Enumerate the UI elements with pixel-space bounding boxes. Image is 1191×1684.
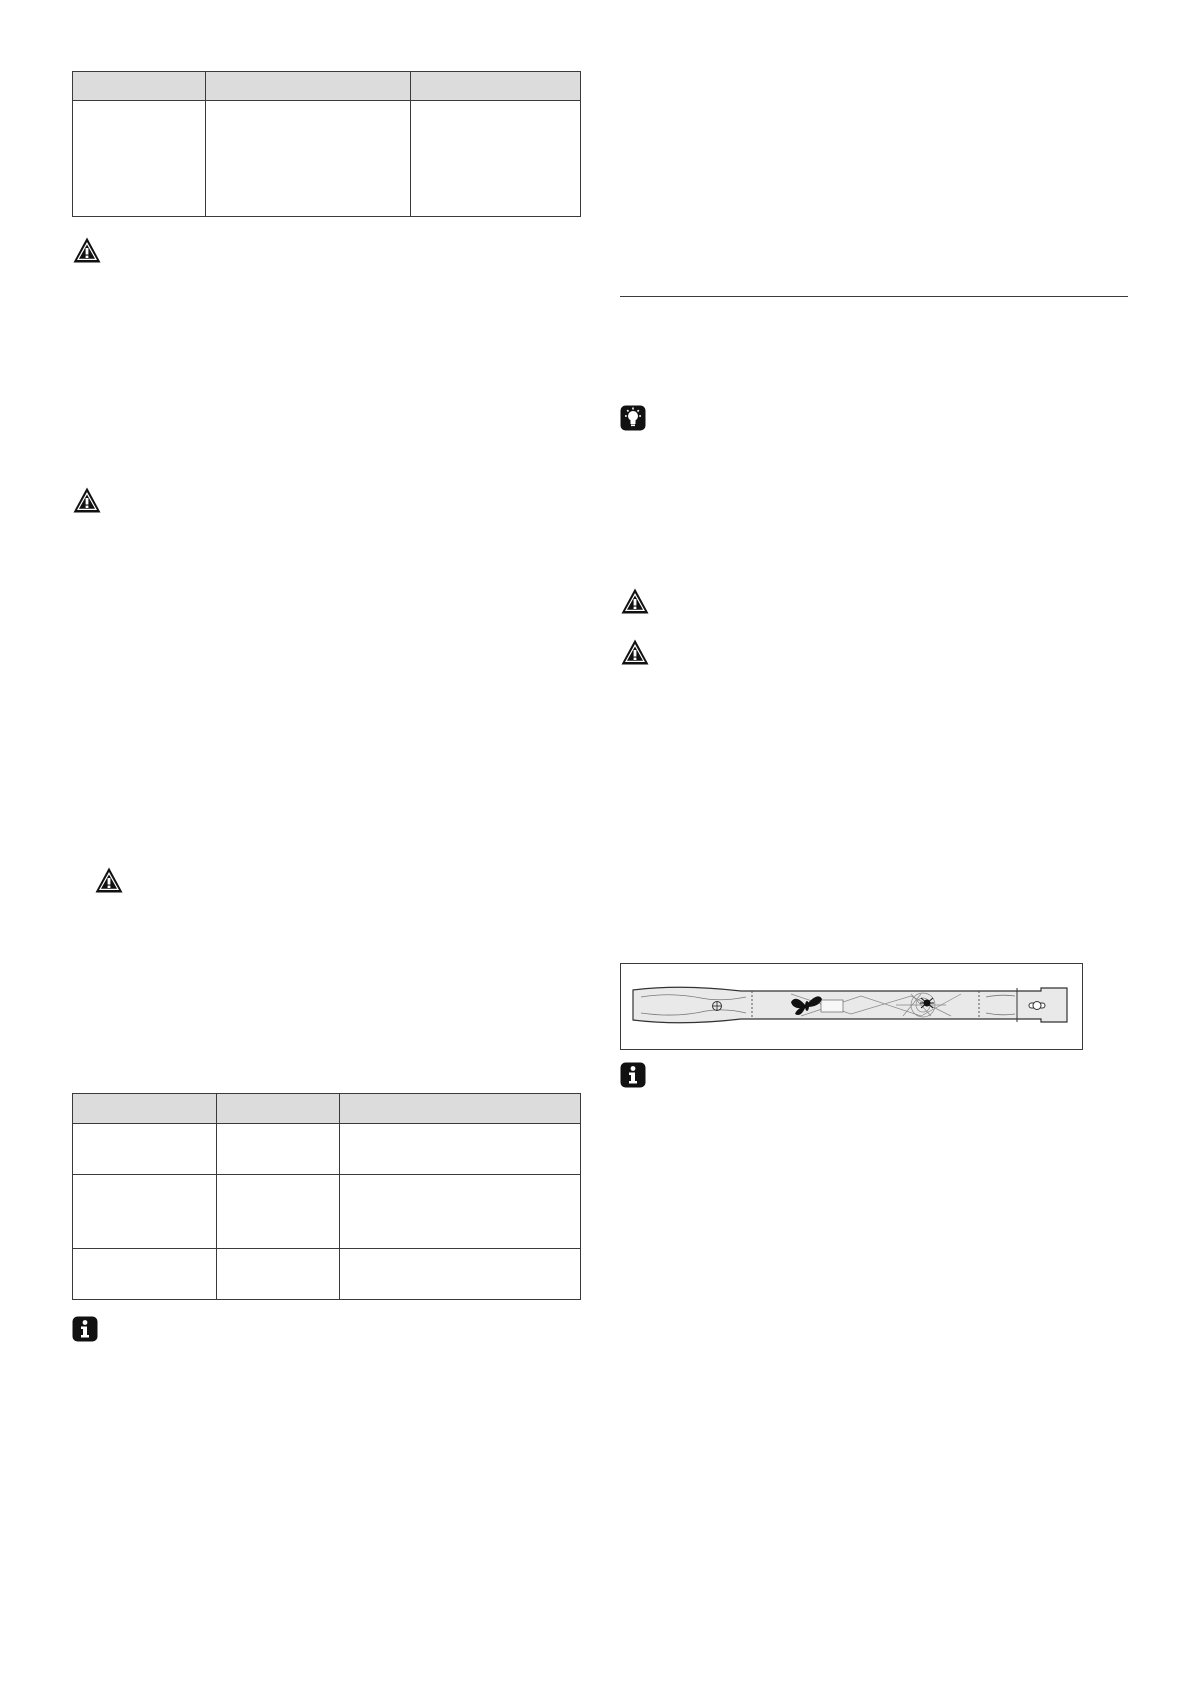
table-cell bbox=[340, 1174, 581, 1248]
warning-icon bbox=[620, 587, 650, 615]
top-table bbox=[72, 71, 581, 217]
info-icon bbox=[620, 1062, 646, 1088]
warning-icon bbox=[72, 486, 102, 514]
table-cell bbox=[340, 1124, 581, 1175]
top-table-header-1 bbox=[73, 72, 206, 101]
table-row bbox=[73, 1174, 581, 1248]
section-divider bbox=[620, 296, 1128, 297]
warning-icon bbox=[94, 866, 124, 894]
table-cell bbox=[217, 1124, 340, 1175]
bottom-table-header-3 bbox=[340, 1094, 581, 1124]
table-cell bbox=[73, 1174, 217, 1248]
table-cell bbox=[206, 101, 411, 217]
spider-icon bbox=[920, 998, 934, 1008]
table-cell bbox=[411, 101, 581, 217]
bottom-table-header-2 bbox=[217, 1094, 340, 1124]
tip-icon bbox=[620, 405, 646, 431]
keyhole-slot-icon bbox=[1029, 1002, 1045, 1010]
top-table-header-2 bbox=[206, 72, 411, 101]
table-cell bbox=[217, 1174, 340, 1248]
warning-icon bbox=[620, 638, 650, 666]
table-cell bbox=[340, 1249, 581, 1300]
trap-strip-illustration bbox=[621, 964, 1082, 1049]
table-cell bbox=[217, 1249, 340, 1300]
table-cell bbox=[73, 1124, 217, 1175]
table-row bbox=[73, 1249, 581, 1300]
warning-icon bbox=[72, 236, 102, 264]
bottom-table bbox=[72, 1093, 581, 1300]
table-cell bbox=[73, 1249, 217, 1300]
table-row bbox=[73, 101, 581, 217]
screw-hole-icon bbox=[713, 1002, 722, 1011]
trap-strip-figure bbox=[620, 963, 1083, 1050]
table-row bbox=[73, 1124, 581, 1175]
top-table-header-3 bbox=[411, 72, 581, 101]
bottom-table-header-1 bbox=[73, 1094, 217, 1124]
table-cell bbox=[73, 101, 206, 217]
info-icon bbox=[72, 1316, 98, 1342]
